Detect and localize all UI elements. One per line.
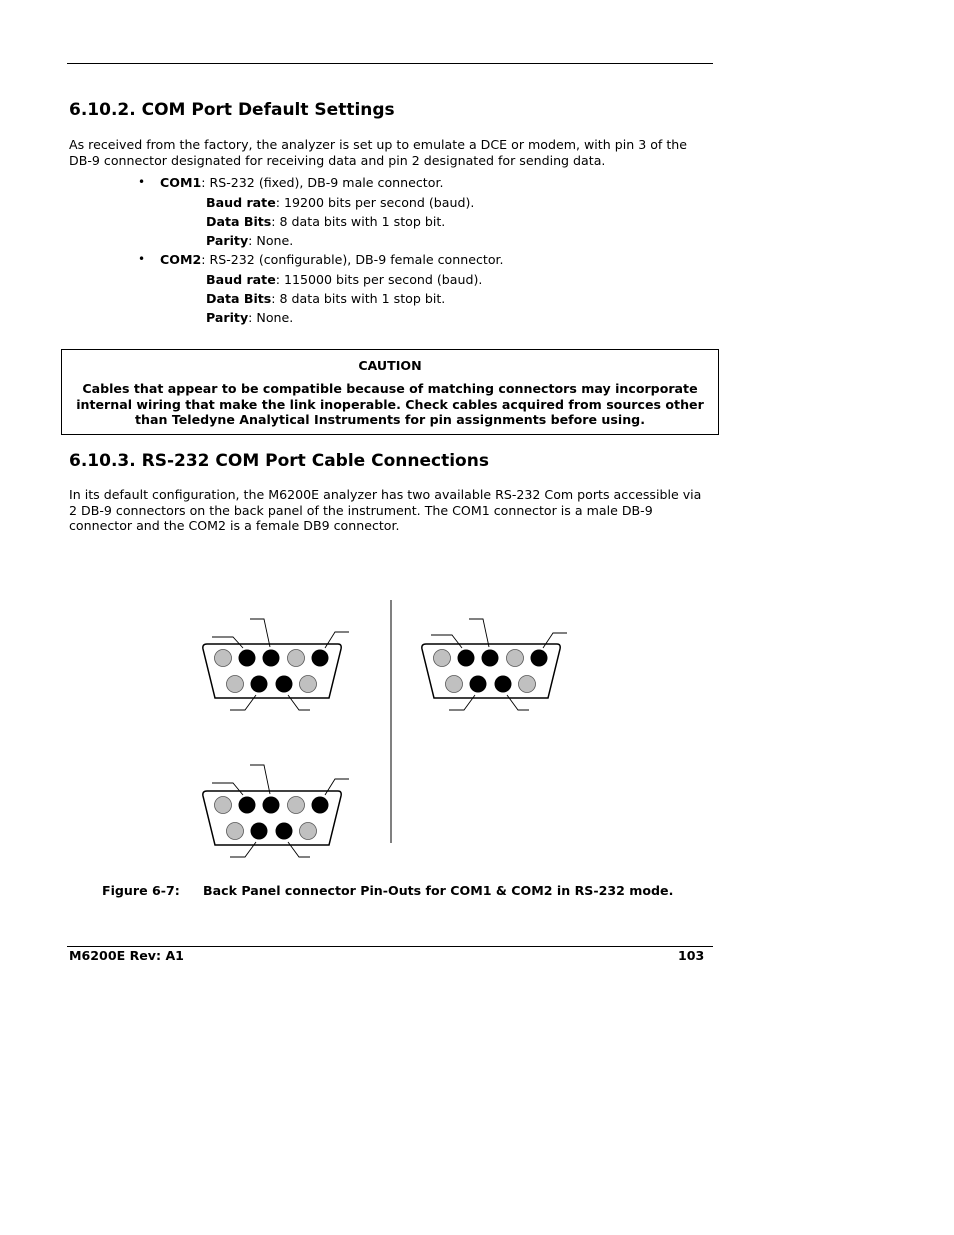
connector-top-left — [203, 619, 349, 710]
footer-page-number: 103 — [678, 948, 705, 963]
pin — [239, 797, 256, 814]
leader-line — [250, 765, 270, 794]
footer-rule — [67, 946, 713, 947]
leader-line — [469, 619, 489, 647]
leader-line — [212, 637, 243, 648]
com2-baud-value: : 115000 bits per second (baud). — [275, 272, 483, 287]
com2-bits-label: Data Bits — [206, 291, 272, 306]
bullet-com1: • — [138, 175, 146, 189]
pin — [519, 676, 536, 693]
com1-desc: : RS-232 (fixed), DB-9 male connector. — [201, 175, 444, 190]
com2-parity-value: : None. — [248, 310, 294, 325]
com2-parity-label: Parity — [206, 310, 249, 325]
pin — [239, 650, 256, 667]
pin — [312, 650, 329, 667]
pin — [531, 650, 548, 667]
pin — [227, 676, 244, 693]
caution-title: CAUTION — [358, 358, 422, 373]
pin — [312, 797, 329, 814]
leader-line — [543, 633, 567, 648]
pin — [276, 676, 293, 693]
section-heading-cable-connections: 6.10.3. RS-232 COM Port Cable Connections — [69, 451, 489, 471]
pin — [507, 650, 524, 667]
connector-top-right — [422, 619, 567, 710]
pin — [227, 823, 244, 840]
pin — [458, 650, 475, 667]
com2-bits-value: : 8 data bits with 1 stop bit. — [271, 291, 446, 306]
figure-number: Figure 6-7: — [102, 883, 180, 898]
figure-caption — [102, 883, 673, 898]
pin — [470, 676, 487, 693]
com1-parity-value: : None. — [248, 233, 294, 248]
section-heading-com-port-defaults: 6.10.2. COM Port Default Settings — [69, 100, 395, 120]
leader-line — [212, 783, 243, 795]
com1-baud-value: : 19200 bits per second (baud). — [275, 195, 475, 210]
com-defaults-intro: As received from the factory, the analyzer is set up to emulate a DCE or modem, with pin 3 of the DB-9 connector designated for receiving data and pin 2 designated for sending data. — [69, 137, 688, 168]
pin — [288, 797, 305, 814]
com2-label: COM2 — [160, 252, 202, 267]
pin — [288, 650, 305, 667]
com1-bits-value: : 8 data bits with 1 stop bit. — [271, 214, 446, 229]
pin — [300, 676, 317, 693]
pin — [276, 823, 293, 840]
bullet-com2: • — [138, 252, 146, 266]
leader-line — [325, 632, 349, 648]
figure-caption-text: Back Panel connector Pin-Outs for COM1 & COM2 in RS-232 mode. — [203, 883, 674, 898]
connector-bottom-left — [203, 765, 349, 857]
cable-connections-intro: In its default configuration, the M6200E analyzer has two available RS-232 Com ports accessible via 2 DB-9 connectors on the back panel of the instrument. The COM1 connector is a male DB-9 connector and the COM2 is a female DB9 connector. — [69, 487, 702, 533]
com2-desc: : RS-232 (configurable), DB-9 female connector. — [201, 252, 504, 267]
pin — [251, 676, 268, 693]
caution-text: Cables that appear to be compatible because of matching connectors may incorporate internal wiring that make the link inoperable. Check cables acquired from sources other than Teledyne Analytical Instruments for pin assignments before using. — [76, 381, 704, 427]
leader-line — [431, 635, 462, 648]
com1-bits-label: Data Bits — [206, 214, 272, 229]
leader-line — [325, 779, 349, 795]
pin — [300, 823, 317, 840]
pin — [263, 797, 280, 814]
pin — [215, 797, 232, 814]
leader-line — [250, 619, 270, 647]
pin — [482, 650, 499, 667]
pin — [251, 823, 268, 840]
com1-baud-label: Baud rate — [206, 195, 276, 210]
com1-label: COM1 — [160, 175, 202, 190]
footer-doc-id: M6200E Rev: A1 — [69, 948, 184, 963]
pin — [434, 650, 451, 667]
pin — [495, 676, 512, 693]
pin — [446, 676, 463, 693]
pin — [263, 650, 280, 667]
pin — [215, 650, 232, 667]
com1-parity-label: Parity — [206, 233, 249, 248]
com2-baud-label: Baud rate — [206, 272, 276, 287]
